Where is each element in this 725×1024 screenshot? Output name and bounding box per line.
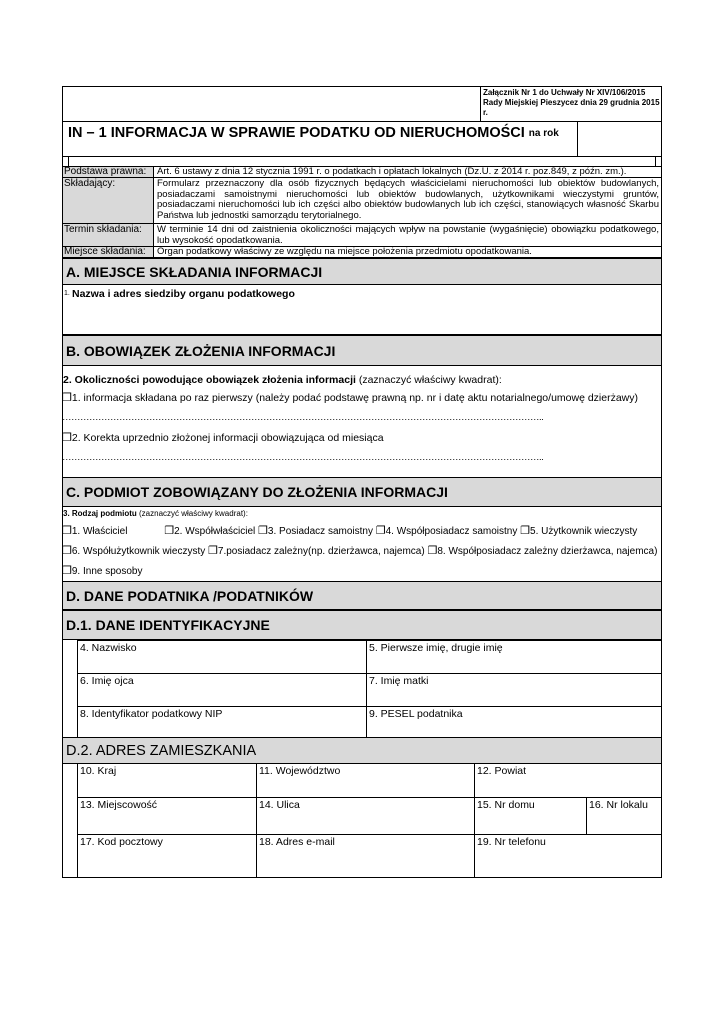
field-19-phone[interactable] (474, 834, 662, 878)
info-text-place: Organ podatkowy właściwy ze względu na miejsce położenia przedmiotu opodatkowania. (157, 246, 532, 257)
dotted-line-1[interactable]: …………………………………………………………………………………………………………………………………………….. (62, 412, 544, 423)
title-spacer-row (68, 157, 656, 166)
checkbox-icon[interactable]: ❐ (427, 545, 438, 557)
field-7-label: 7. Imię matki (369, 675, 429, 687)
question-3-label: 3. Rodzaj podmiotu (63, 509, 137, 518)
checkbox-icon[interactable]: ❐ (62, 432, 72, 444)
subject-type-6-label: 6. Współużytkownik wieczysty (71, 546, 206, 557)
field-15-label: 15. Nr domu (477, 799, 535, 811)
section-c-header: C. PODMIOT ZOBOWIĄZANY DO ZŁOŻENIA INFORMACJI (62, 477, 662, 507)
field-11-voivodeship[interactable] (256, 763, 475, 798)
subject-type-3[interactable] (258, 526, 373, 537)
info-label-place: Miejsce składania: (64, 246, 146, 257)
checkbox-icon[interactable]: ❐ (62, 525, 72, 537)
field-9-label: 9. PESEL podatnika (369, 708, 463, 720)
field-14-street[interactable] (256, 797, 475, 835)
checkbox-icon[interactable]: ❐ (62, 565, 72, 577)
question-2 (63, 374, 502, 386)
field-7-mother-name[interactable] (366, 673, 662, 707)
subject-type-7-label: 7.posiadacz zależny(np. dzierżawca, najemca) (217, 546, 425, 557)
page-title-text: IN – 1 INFORMACJA W SPRAWIE PODATKU OD NIERUCHOMOŚCI (68, 125, 525, 141)
field-6-father-name[interactable] (77, 673, 367, 707)
subject-type-8[interactable] (427, 546, 657, 557)
checkbox-icon[interactable]: ❐ (62, 392, 72, 404)
subject-type-5[interactable] (520, 526, 637, 537)
field-17-label: 17. Kod pocztowy (80, 836, 163, 848)
field-1-cell[interactable] (62, 285, 662, 335)
checkbox-icon[interactable]: ❐ (164, 525, 175, 537)
field-8-label: 8. Identyfikator podatkowy NIP (80, 708, 223, 720)
field-18-email[interactable] (256, 834, 475, 878)
field-5-first-names[interactable] (366, 640, 662, 674)
field-12-county[interactable] (474, 763, 662, 798)
page-title-suffix: na rok (528, 127, 559, 139)
info-text-legal: Art. 6 ustawy z dnia 12 stycznia 1991 r. o podatkach i opłatach lokalnych (Dz.U. z 2014 r. poz.849, z późn. zm.). (157, 165, 627, 177)
info-row-deadline (62, 224, 662, 247)
field-5-label: 5. Pierwsze imię, drugie imię (369, 642, 503, 654)
field-10-country[interactable] (77, 763, 257, 798)
question-3-hint: (zaznaczyć właściwy kwadrat): (139, 509, 248, 518)
field-12-label: 12. Powiat (477, 765, 527, 777)
subject-type-4[interactable] (376, 526, 518, 537)
option-first-time-label: 1. informacja składana po raz pierwszy (należy podać podstawę prawną np. nr i datę aktu notarialnego/umowę dzierżawy) (71, 392, 639, 404)
option-correction-label: 2. Korekta uprzednio złożonej informacji obowiązująca od miesiąca (71, 432, 384, 444)
title-right-cell (577, 121, 662, 157)
info-row-place (62, 247, 662, 258)
checkbox-icon[interactable]: ❐ (208, 545, 218, 557)
subject-type-row-2 (62, 544, 657, 557)
field-19-label: 19. Nr telefonu (477, 836, 546, 848)
checkbox-icon[interactable]: ❐ (375, 525, 386, 537)
subject-type-row-1 (62, 524, 637, 537)
field-18-label: 18. Adres e-mail (259, 836, 335, 848)
question-3 (63, 509, 248, 518)
field-9-pesel[interactable] (366, 706, 662, 740)
field-11-label: 11. Województwo (259, 765, 341, 777)
info-label-deadline: Termin składania: (64, 224, 142, 235)
section-d1-header: D.1. DANE IDENTYFIKACYJNE (62, 610, 662, 640)
option-first-time[interactable] (62, 391, 638, 404)
subject-type-row-3 (62, 564, 142, 577)
info-text-submitter: Formularz przeznaczony dla osób fizycznych będących właścicielami nieruchomości lub obiektów budowlanych, posiadaczami samoistnymi nieruchomości lub obiektów budowlanych, użytkownikami wieczystymi gruntów, posiadaczami nieruchomości lub ich części albo obiektów budowlanych lub ich części, stanowiących własność Skarbu Państwa lub jednostki samorządu terytorialnego. (157, 178, 659, 221)
field-16-apartment-number[interactable] (586, 797, 662, 835)
subject-type-6[interactable] (62, 546, 205, 557)
field-10-label: 10. Kraj (80, 765, 117, 777)
info-text-deadline: W terminie 14 dni od zaistnienia okoliczności mających wpływ na powstanie (wygaśnięcie) obowiązku podatkowego, lub wysokość opodatkowania. (157, 224, 659, 246)
info-row-legal (62, 166, 662, 178)
subject-type-5-label: 5. Użytkownik wieczysty (530, 526, 638, 537)
subject-type-4-label: 4. Współposiadacz samoistny (385, 526, 518, 537)
field-6-label: 6. Imię ojca (80, 675, 134, 687)
section-b-header: B. OBOWIĄZEK ZŁOŻENIA INFORMACJI (62, 335, 662, 366)
subject-type-7[interactable] (208, 546, 425, 557)
question-2-label: 2. Okoliczności powodujące obowiązek złożenia informacji (63, 374, 356, 386)
section-a-header: A. MIEJSCE SKŁADANIA INFORMACJI (62, 258, 662, 285)
checkbox-icon[interactable]: ❐ (258, 525, 268, 537)
subject-type-9[interactable] (62, 566, 142, 577)
field-14-label: 14. Ulica (259, 799, 300, 811)
section-d-header: D. DANE PODATNIKA /PODATNIKÓW (62, 581, 662, 610)
subject-type-2-label: 2. Współwłaściciel (174, 526, 256, 537)
field-13-label: 13. Miejscowość (80, 799, 158, 811)
option-correction[interactable] (62, 431, 384, 444)
dotted-line-2[interactable]: …………………………………………………………………………………………………………………………………………….. (62, 452, 544, 463)
field-16-label: 16. Nr lokalu (589, 799, 648, 811)
field-8-nip[interactable] (77, 706, 367, 740)
section-d2-header: D.2. ADRES ZAMIESZKANIA (62, 737, 662, 764)
field-13-city[interactable] (77, 797, 257, 835)
checkbox-icon[interactable]: ❐ (62, 545, 72, 557)
page-title (68, 122, 578, 144)
field-1-number: 1. (64, 290, 70, 297)
subject-type-1[interactable] (62, 526, 127, 537)
subject-type-3-label: 3. Posiadacz samoistny (267, 526, 373, 537)
info-label-legal: Podstawa prawna: (64, 166, 147, 177)
field-17-postal-code[interactable] (77, 834, 257, 878)
subject-type-2[interactable] (164, 526, 255, 537)
info-label-submitter: Składający: (64, 178, 116, 189)
subject-type-8-label: 8. Współposiadacz zależny dzierżawca, najemca) (437, 546, 658, 557)
checkbox-icon[interactable]: ❐ (520, 525, 531, 537)
field-1-label: Nazwa i adres siedziby organu podatkowego (72, 288, 295, 300)
info-row-submitter (62, 178, 662, 224)
question-2-hint: (zaznaczyć właściwy kwadrat): (358, 374, 502, 386)
annex-text: Załącznik Nr 1 do Uchwały Nr XIV/106/2015 Rady Miejskiej Pieszycez dnia 29 grudnia 2015 r. (483, 88, 660, 117)
subject-type-1-label: 1. Właściciel (71, 526, 128, 537)
field-15-house-number[interactable] (474, 797, 587, 835)
field-4-label: 4. Nazwisko (80, 642, 137, 654)
field-4-surname[interactable] (77, 640, 367, 674)
subject-type-9-label: 9. Inne sposoby (71, 566, 143, 577)
